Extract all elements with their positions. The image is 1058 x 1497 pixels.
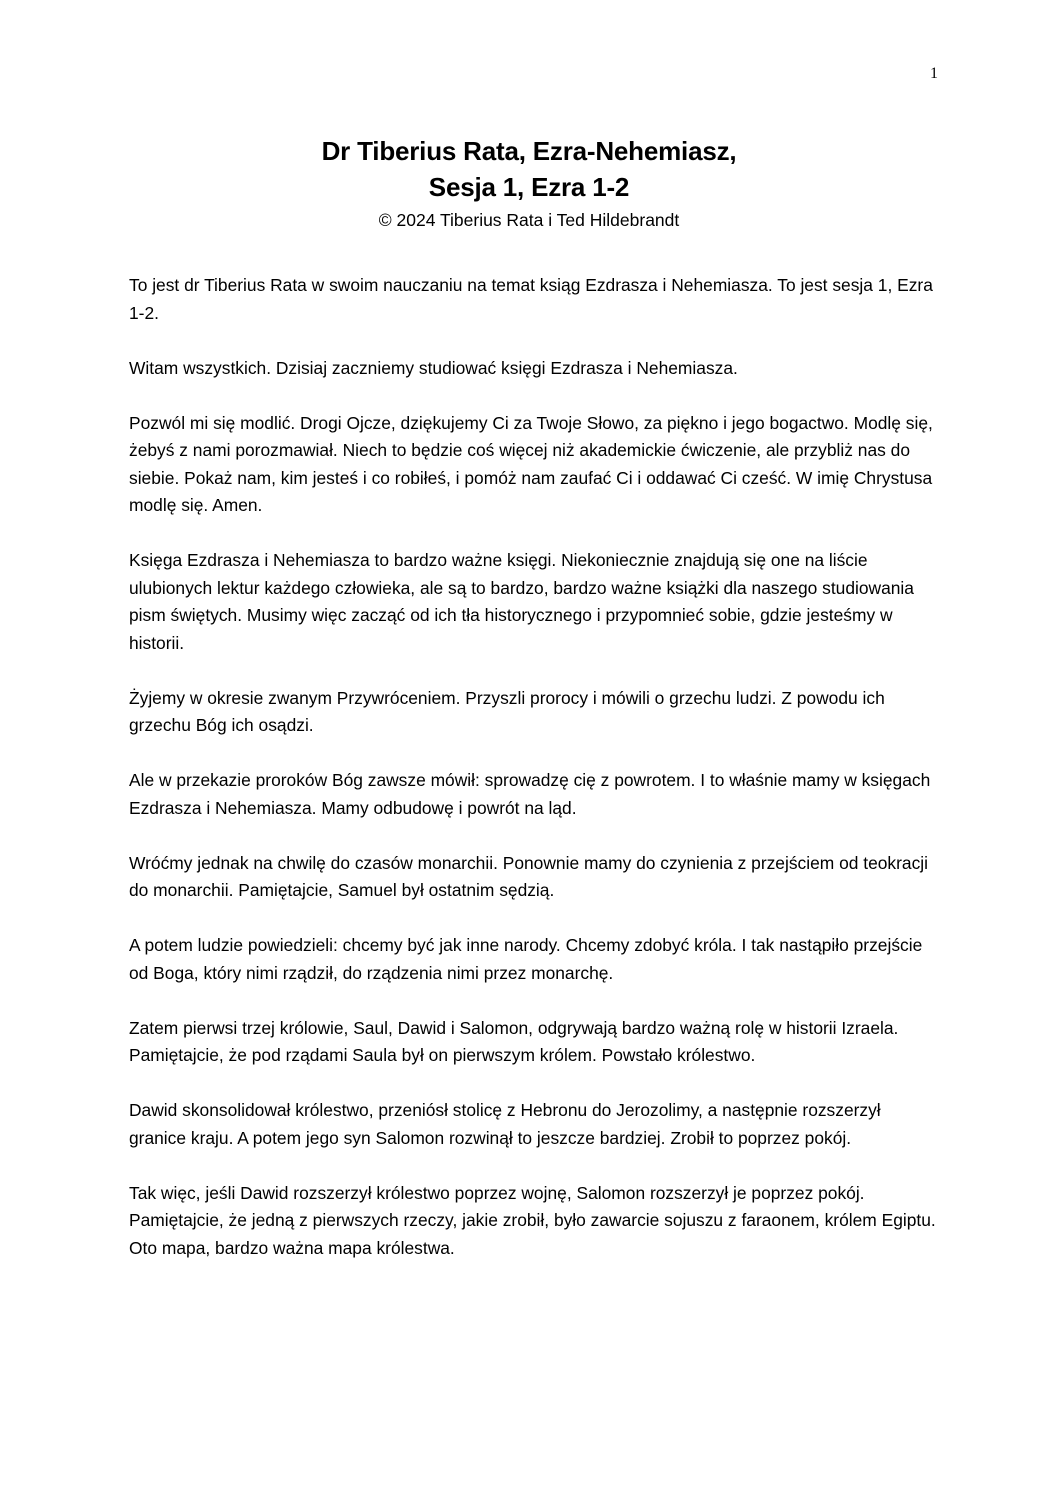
paragraph: Wróćmy jednak na chwilę do czasów monarchii. Ponownie mamy do czynienia z przejściem od teokracji do monarchii. Pamiętajcie, Samuel był ostatnim sędzią. (129, 852, 929, 900)
paragraph: To jest dr Tiberius Rata w swoim nauczaniu na temat ksiąg Ezdrasza i Nehemiasza. To jest sesja 1, Ezra 1-2. (129, 275, 933, 323)
paragraph: Dawid skonsolidował królestwo, przeniósł stolicę z Hebronu do Jerozolimy, a następnie rozszerzył granice kraju. A potem jego syn Salomon rozwinął to jeszcze bardziej. Zrobił to poprzez pokój. (129, 1100, 881, 1148)
document-body (129, 272, 941, 1290)
document-title-line-1: Dr Tiberius Rata, Ezra-Nehemiasz, (321, 136, 737, 166)
document-header (0, 133, 1058, 233)
paragraph: Tak więc, jeśli Dawid rozszerzył królestwo poprzez wojnę, Salomon rozszerzył je poprzez pokój. Pamiętajcie, że jedną z pierwszych rzeczy, jakie zrobił, było zawarcie sojuszu z faraonem, królem Egiptu. Oto mapa, bardzo ważna mapa królestwa. (129, 1182, 936, 1258)
paragraph: Pozwól mi się modlić. Drogi Ojcze, dziękujemy Ci za Twoje Słowo, za piękno i jego bogactwo. Modlę się, żebyś z nami porozmawiał. Niech to będzie coś więcej niż akademickie ćwiczenie, ale przybliż nas do siebie. Pokaż nam, kim jesteś i co robiłeś, i pomóż nam zaufać Ci i oddawać Ci cześć. W imię Chrystusa modlę się. Amen. (129, 412, 933, 515)
paragraph: Żyjemy w okresie zwanym Przywróceniem. Przyszli prorocy i mówili o grzechu ludzi. Z powodu ich grzechu Bóg ich osądzi. (129, 687, 885, 735)
paragraph: Ale w przekazie proroków Bóg zawsze mówił: sprowadzę cię z powrotem. I to właśnie mamy w księgach Ezdrasza i Nehemiasza. Mamy odbudowę i powrót na ląd. (129, 770, 931, 818)
paragraph: Witam wszystkich. Dzisiaj zaczniemy studiować księgi Ezdrasza i Nehemiasza. (129, 357, 738, 378)
paragraph: A potem ludzie powiedzieli: chcemy być jak inne narody. Chcemy zdobyć króla. I tak nastąpiło przejście od Boga, który nimi rządził, do rządzenia nimi przez monarchę. (129, 935, 923, 983)
copyright-notice: © 2024 Tiberius Rata i Ted Hildebrandt (378, 210, 680, 230)
paragraph: Zatem pierwsi trzej królowie, Saul, Dawid i Salomon, odgrywają bardzo ważną rolę w historii Izraela. Pamiętajcie, że pod rządami Saula był on pierwszym królem. Powstało królestwo. (129, 1017, 899, 1065)
paragraph: Księga Ezdrasza i Nehemiasza to bardzo ważne księgi. Niekoniecznie znajdują się one na liście ulubionych lektur każdego człowieka, ale są to bardzo, bardzo ważne książki dla naszego studiowania pism świętych. Musimy więc zacząć od ich tła historycznego i przypomnieć sobie, gdzie jesteśmy w historii. (129, 550, 914, 653)
page-number: 1 (930, 65, 938, 82)
document-title-line-2: Sesja 1, Ezra 1-2 (428, 172, 630, 202)
